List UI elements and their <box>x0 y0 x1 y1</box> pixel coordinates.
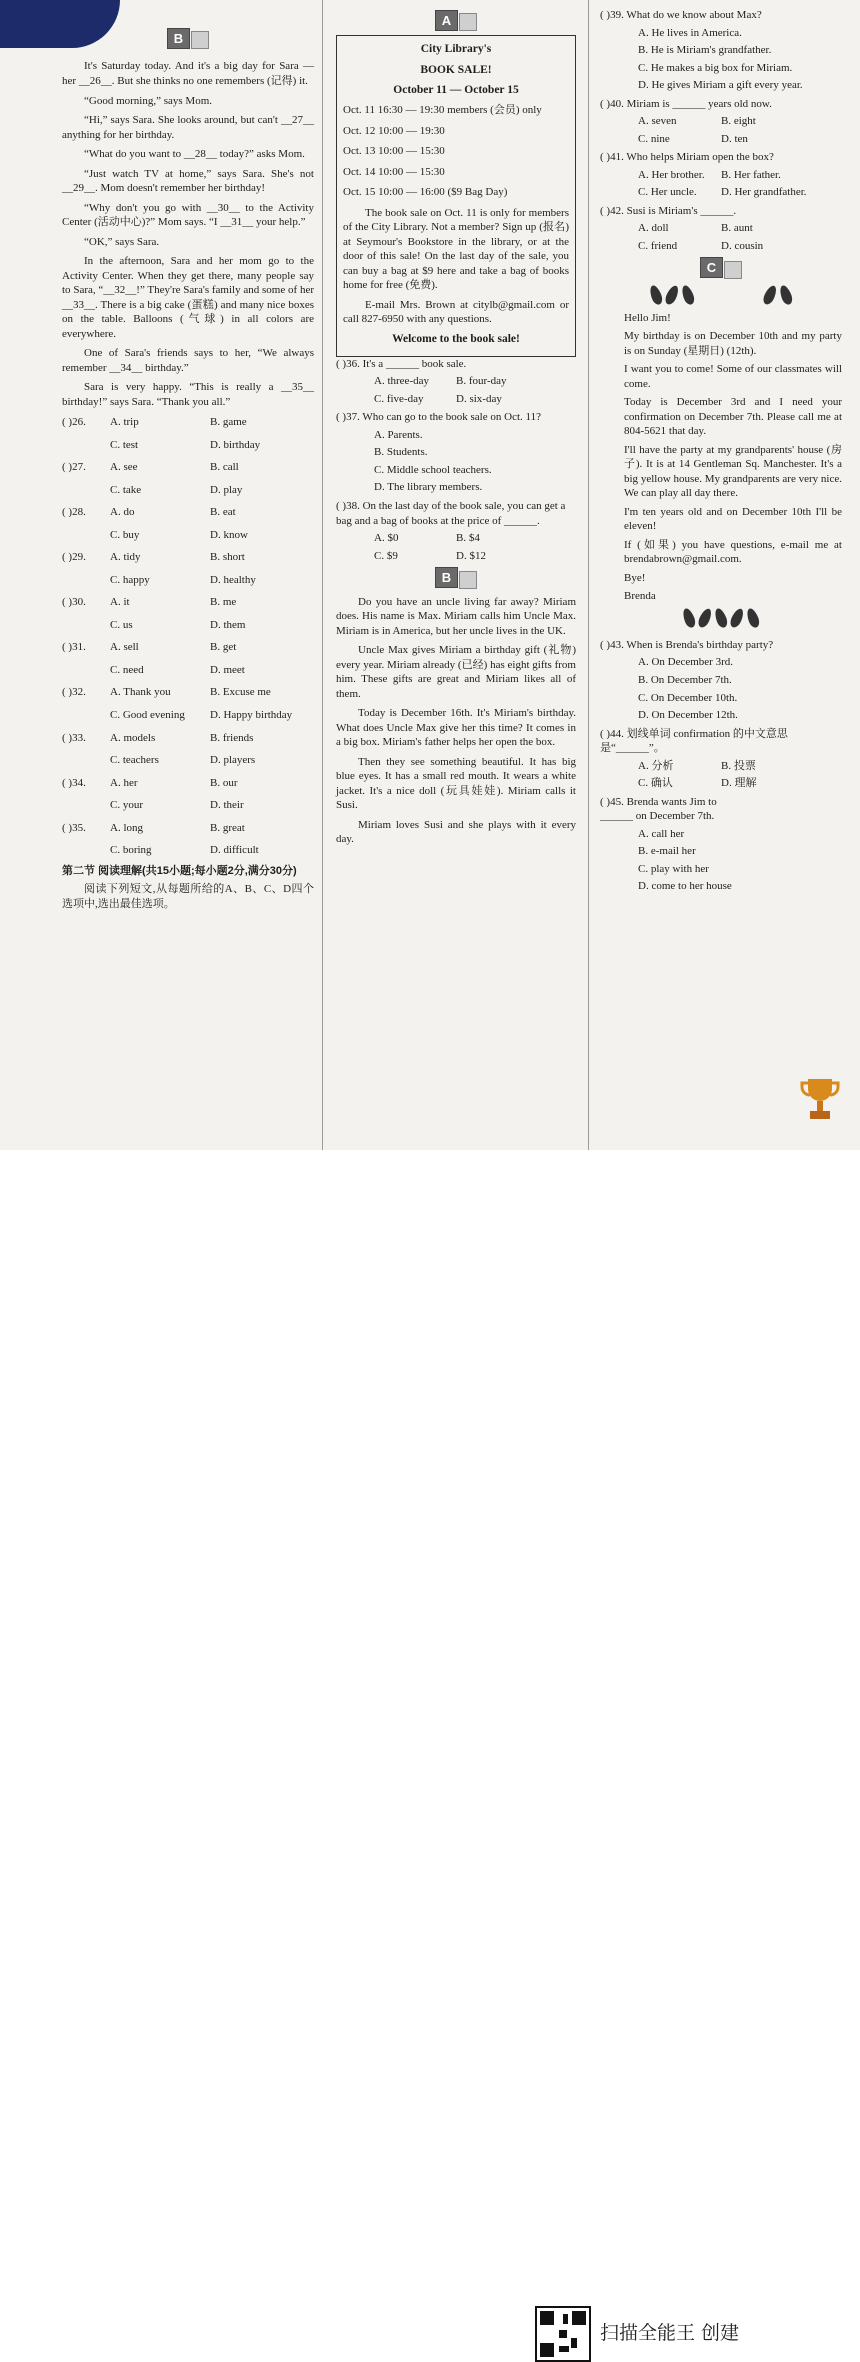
question-41: ( )41. Who helps Miriam open the box? A. Her brother. B. Her father. C. Her uncle. D. Her grandfather. <box>600 151 807 199</box>
schedule-row: Oct. 14 10:00 — 15:30 <box>343 165 445 178</box>
option-d: D. their <box>210 799 244 812</box>
spacer <box>62 573 110 588</box>
passage-paragraph: “Hi,” says Sara. She looks around, but can't __27__ anything for her birthday. <box>62 114 314 141</box>
option-a: A. do <box>110 506 135 519</box>
question-37: ( )37. Who can go to the book sale on Oct. 11? A. Parents. B. Students. C. Middle school teachers. D. The library members. <box>336 411 541 494</box>
question-number: ( )26. <box>62 416 86 429</box>
spacer <box>62 528 110 543</box>
option-c: C. take <box>110 483 142 496</box>
option-d: D. know <box>210 528 248 541</box>
option-c: C. test <box>110 438 139 451</box>
option-c: C. teachers <box>110 754 159 767</box>
option-b: B. eat <box>210 506 236 519</box>
letter-line: I'll have the party at my grandparents' house (房子). It is at 14 Gentleman Sq. Manchester. It's a big yellow house. My grandparents are very nice. We can play all day there. <box>624 443 842 500</box>
passage-paragraph: It's Saturday today. And it's a big day for Sara — her __26__. But she thinks no one remembers (记得) it. <box>62 60 314 87</box>
question-number: ( )35. <box>62 821 86 834</box>
option-c: C. Good evening <box>110 709 185 721</box>
option-b: B. friends <box>210 731 254 744</box>
passage-paragraph: Then they see something beautiful. It has big blue eyes. It has a small red mouth. It wears a white jacket. It's a nice doll (玩具娃娃). Miriam calls it Susi. <box>336 755 576 812</box>
question-45: ( )45. Brenda wants Jim to ______ on December 7th. A. call her B. e-mail her C. play with her D. come to her house <box>600 795 732 893</box>
question-43: ( )43. When is Brenda's birthday party? A. On December 3rd. B. On December 7th. C. On December 10th. D. On December 12th. <box>600 638 774 722</box>
instruction-text: 阅读下列短文,从每题所给的A、B、C、D四个选项中,选出最佳选项。 <box>62 883 314 910</box>
birthday-letter <box>600 311 842 604</box>
cloze-questions <box>62 415 314 857</box>
trophy-icon <box>800 1075 840 1123</box>
column-reading-b-c <box>600 0 842 898</box>
schedule-row: Oct. 13 10:00 — 15:30 <box>343 145 445 158</box>
spacer <box>62 483 110 498</box>
passage-paragraph: “Good morning,” says Mom. <box>84 94 213 107</box>
cloze-passage <box>62 59 314 409</box>
scanner-footer <box>0 1150 860 2344</box>
letter-line: I want you to come! Some of our classmates will come. <box>624 363 842 390</box>
column-cloze <box>62 31 314 916</box>
question-number: ( )34. <box>62 776 86 789</box>
letter-line: Brenda <box>624 590 656 603</box>
column-divider <box>588 0 589 1150</box>
option-d: D. birthday <box>210 438 261 451</box>
column-reading-a-b <box>336 0 576 852</box>
question-38: ( )38. On the last day of the book sale, you can get a bag and a bag of books at the price of ______. A. $0 B. $4 C. $9 D. $12 <box>336 499 566 562</box>
option-c: C. happy <box>110 573 150 586</box>
letter-line: My birthday is on December 10th and my party is on Sunday (星期日) (12th). <box>624 330 842 357</box>
section-heading: 第二节 阅读理解(共15小题;每小题2分,满分30分) <box>62 864 297 877</box>
exam-page <box>0 0 860 1150</box>
column-divider <box>322 0 323 1150</box>
question-36: ( )36. It's a ______ book sale. A. three-day B. four-day C. five-day D. six-day <box>336 357 507 405</box>
option-d: D. difficult <box>210 844 259 857</box>
question-40: ( )40. Miriam is ______ years old now. A. seven B. eight C. nine D. ten <box>600 97 772 145</box>
passage-paragraph: Uncle Max gives Miriam a birthday gift (礼物) every year. Miriam already (已经) has eight gifts from him. These gifts are great and Miriam likes all of them. <box>336 644 576 700</box>
spacer <box>62 708 110 723</box>
leaf-decoration <box>600 608 842 634</box>
option-d: D. meet <box>210 663 245 676</box>
spacer <box>62 843 110 858</box>
option-a: A. long <box>110 821 143 834</box>
option-d: D. healthy <box>210 573 256 586</box>
schedule-row: Oct. 12 10:00 — 19:30 <box>343 124 445 137</box>
option-b: B. Excuse me <box>210 686 271 699</box>
option-b: B. great <box>210 821 245 834</box>
option-d: D. play <box>210 483 243 496</box>
question-number: ( )28. <box>62 506 86 519</box>
question-number: ( )30. <box>62 596 86 609</box>
reading-b-passage <box>336 595 576 847</box>
letter-line: I'm ten years old and on December 10th I'll be eleven! <box>624 505 842 533</box>
passage-paragraph: “Just watch TV at home,” says Sara. She's not __29__. Mom doesn't remember her birthday! <box>62 167 314 195</box>
option-a: A. her <box>110 776 138 789</box>
option-b: B. me <box>210 596 237 609</box>
question-number: ( )33. <box>62 731 86 744</box>
spacer <box>62 798 110 813</box>
question-number: ( )31. <box>62 641 86 654</box>
option-a: A. tidy <box>110 551 141 564</box>
schedule-row: Oct. 11 16:30 — 19:30 members (会员) only <box>343 103 542 116</box>
spacer <box>62 618 110 633</box>
option-b: B. call <box>210 461 239 474</box>
letter-line: Bye! <box>624 571 646 584</box>
scanner-watermark: 扫描全能王 创建 <box>600 2322 740 2344</box>
section-badge: B <box>336 567 576 588</box>
sale-schedule <box>343 103 569 200</box>
option-b: B. short <box>210 551 245 564</box>
letter-line: Hello Jim! <box>624 311 671 324</box>
passage-paragraph: Do you have an uncle living far away? Miriam does. His name is Max. Miriam calls him Uncle Max. Miriam is in America, but her uncle lives in the UK. <box>336 595 576 637</box>
option-a: A. trip <box>110 416 139 429</box>
question-42: ( )42. Susi is Miriam's ______. A. doll B. aunt C. friend D. cousin <box>600 204 764 252</box>
option-d: D. Happy birthday <box>210 709 293 721</box>
spacer <box>62 663 110 678</box>
question-39: ( )39. What do we know about Max? A. He lives in America. B. He is Miriam's grandfather. C. He makes a big box for Miriam. D. He gives Miriam a gift every year. <box>600 9 803 92</box>
section-badge: A <box>336 10 576 31</box>
passage-paragraph: “Why don't you go with __30__ to the Activity Center (活动中心)?” Mom says. “I __31__ your help.” <box>62 201 314 229</box>
qr-code-icon <box>535 2306 591 2362</box>
option-c: C. us <box>110 618 133 631</box>
passage-paragraph: Today is December 16th. It's Miriam's birthday. What does Uncle Max give her this time? It comes in a big box. Miriam's father helps her open the box. <box>336 707 576 749</box>
option-a: A. see <box>110 461 138 474</box>
passage-paragraph: One of Sara's friends says to her, “We always remember __34__ birthday.” <box>62 347 314 374</box>
option-c: C. boring <box>110 844 152 857</box>
option-a: A. it <box>110 596 130 609</box>
option-b: B. game <box>210 416 247 429</box>
question-number: ( )27. <box>62 461 86 474</box>
spacer <box>62 753 110 768</box>
question-number: ( )29. <box>62 551 86 564</box>
section-badge: C <box>600 257 842 278</box>
option-d: D. players <box>210 754 256 767</box>
passage-paragraph: “What do you want to __28__ today?” asks Mom. <box>84 148 305 161</box>
option-c: C. your <box>110 799 143 812</box>
question-number: ( )32. <box>62 686 86 699</box>
option-c: C. buy <box>110 528 140 541</box>
passage-paragraph: “OK,” says Sara. <box>84 235 160 248</box>
question-44: ( )44. 划线单词 confirmation 的中文意思是“______”。 A. 分析 B. 投票 C. 确认 D. 理解 <box>600 727 788 790</box>
leaf-decoration <box>600 285 842 311</box>
letter-line: Today is December 3rd and I need your confirmation on December 7th. Please call me at 804-5621 that day. <box>624 396 842 438</box>
section-badge: B <box>62 28 314 49</box>
passage-paragraph: Miriam loves Susi and she plays with it every day. <box>336 818 576 846</box>
letter-line: If (如果) you have questions, e-mail me at brendabrown@gmail.com. <box>624 538 842 566</box>
option-d: D. them <box>210 618 246 631</box>
option-a: A. Thank you <box>110 686 171 699</box>
option-a: A. models <box>110 731 156 744</box>
spacer <box>62 438 110 453</box>
passage-paragraph: In the afternoon, Sara and her mom go to the Activity Center. When they get there, many people say to Sara, “__32__!” They're Sara's family and some of her __33__. There is a big cake (蛋糕) and many nice boxes on the table. Balloons (气球) in all colors are everywhere. <box>62 255 314 340</box>
option-b: B. get <box>210 641 237 654</box>
option-b: B. our <box>210 776 238 789</box>
option-a: A. sell <box>110 641 139 654</box>
book-sale-notice: City Library's BOOK SALE! October 11 — October 15 Oct. 11 16:30 — 19:30 members (会员) only Oct. 12 10:00 — 19:30 Oct. 13 10:00 — 15:30 Oct. 14 10:00 — 15:30 Oct. 15 10:00 — 16:00 ($9 Bag Day) The book sale on Oct. 11 is only for members of the City Library. Not a member? Sign up (报名) at Seymour's Bookstore in the library, or at the door of this sale! On the last day of the sale, you can buy a bag at $9 here and take a bag of books home for free (免费). E-mail Mrs. Brown at citylb@gmail.com or call 827-6950 with any questions. Welcome to the book sale! <box>336 35 576 356</box>
passage-paragraph: Sara is very happy. “This is really a __35__ birthday!” says Sara. “Thank you all.” <box>62 381 314 408</box>
schedule-row: Oct. 15 10:00 — 16:00 ($9 Bag Day) <box>343 186 508 199</box>
option-c: C. need <box>110 663 144 676</box>
